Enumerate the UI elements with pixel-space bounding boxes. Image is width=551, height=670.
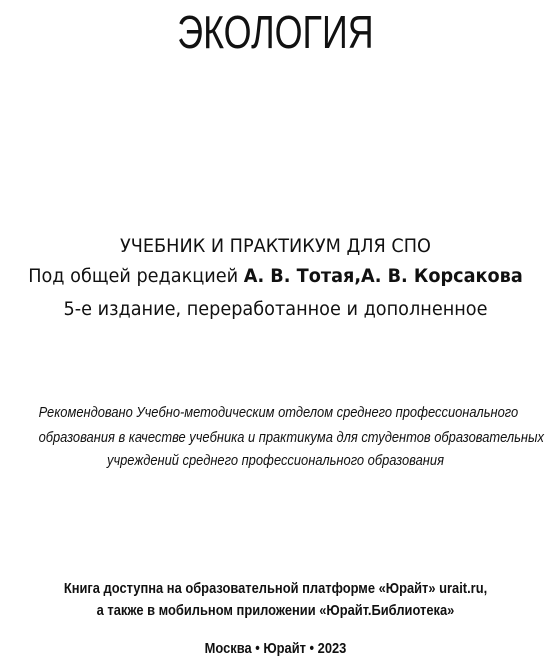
platform-line-2: а также в мобильном приложении «Юрайт.Библиотека» (96, 602, 455, 619)
recommendation-line-2: образования в качестве учебника и практикума для студентов образовательных (38, 429, 544, 446)
publisher-imprint: Москва • Юрайт • 2023 (204, 640, 347, 657)
editors-line (19, 264, 531, 288)
edition-note: 5-е издание, переработанное и дополненное (63, 298, 488, 320)
book-title: ЭКОЛОГИЯ (177, 6, 374, 58)
recommendation-line-3: учреждений среднего профессионального образования (107, 452, 444, 469)
editors-prefix: Под общей редакцией (28, 265, 244, 287)
recommendation-line-1: Рекомендовано Учебно-методическим отделом среднего профессионального (38, 404, 519, 421)
editors-names: А. В. Тотая,А. В. Корсакова (243, 265, 523, 287)
book-subtitle: УЧЕБНИК И ПРАКТИКУМ ДЛЯ СПО (120, 235, 431, 257)
platform-line-1: Книга доступна на образовательной платформе «Юрайт» urait.ru, (63, 580, 488, 597)
